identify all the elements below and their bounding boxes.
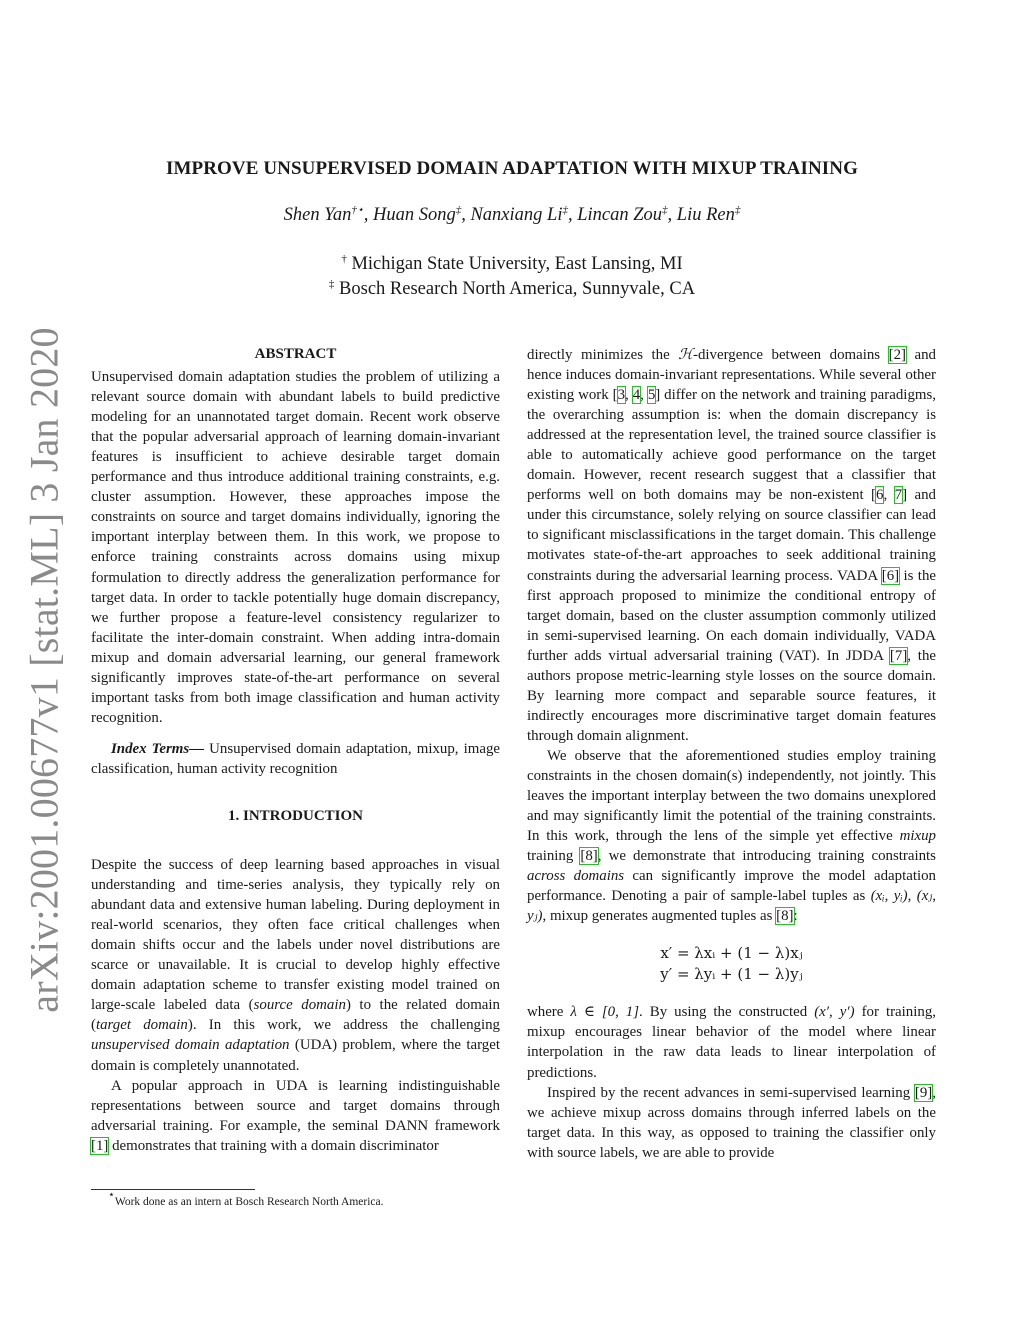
index-terms-label: Index Terms— [111, 740, 205, 757]
author-name: Nanxiang Li [470, 205, 563, 225]
citation-link[interactable]: [7] [889, 647, 908, 664]
intro-paragraph-2 [91, 1076, 500, 1156]
author-marks: ‡ [734, 204, 741, 216]
abstract-heading: ABSTRACT [254, 346, 337, 362]
text-run: directly minimizes the [527, 347, 679, 363]
citation-link[interactable]: 6 [876, 487, 884, 504]
arxiv-stamp-text: arXiv:2001.00677v1 [stat.ML] 3 Jan 2020 [21, 327, 67, 1013]
math-inline: λ ∈ [0, 1] [570, 1004, 640, 1021]
equation-line: y′ = λyᵢ + (1 − λ)yⱼ [660, 965, 803, 984]
citation-link[interactable]: 4 [632, 387, 641, 404]
index-terms [91, 739, 500, 779]
affiliation [0, 254, 1024, 275]
intro-paragraph-1 [91, 855, 500, 1076]
citation-link[interactable]: 7 [894, 487, 903, 504]
affiliation [0, 279, 1024, 300]
index-terms-text: Unsupervised domain adaptation, mixup, image classification, human activity recognition [91, 740, 500, 777]
text-run: and under this circumstance, solely relying on source classifier can lead to significant misclassifications in the target domain. This challenge motivates state-of-the-art approaches to seek additional training constraints during the adversarial learning process. VADA [527, 487, 937, 584]
footnote [108, 1189, 384, 1208]
right-column [527, 345, 936, 1163]
text-run: (UDA) problem, where the target domain is completely unannotated. [91, 1037, 500, 1074]
math-inline: (xᵢ, yᵢ) [870, 888, 908, 905]
author-name: Liu Ren [676, 205, 735, 225]
intro-heading: 1. INTRODUCTION [227, 807, 363, 824]
math-symbol: ℋ [678, 347, 693, 363]
text-run: ). In this work, we address the challenging [187, 1017, 500, 1034]
footnote-divider [91, 1189, 255, 1190]
equation-line: x′ = λxᵢ + (1 − λ)xⱼ [660, 944, 803, 963]
text-run: . By using the constructed [639, 1004, 815, 1021]
author-name: Shen Yan [283, 205, 352, 225]
left-column [91, 344, 500, 1156]
citation-link[interactable]: [8] [580, 848, 598, 865]
footnote-mark: ⋆ [108, 1189, 115, 1201]
author-name: Lincan Zou [577, 205, 663, 225]
text-run: training [527, 848, 581, 865]
right-paragraph-1: directly minimizes the ℋ-divergence between domains [2] and hence induces domain-invariant representations. While several other existing work [3, 4, 5] differ on the network and training paradigms, the overarching assumption is: when the domain discrepancy is addressed at the representation level, the trained source classifier is able to automatically achieve good performance on the target domain. However, recent research suggest that a classifier that performs well on both domains may be non-existent [6, 7] and under this circumstance, solely relying on source classifier can lead to significant misclassifications in the target domain. This challenge motivates state-of-the-art approaches to seek additional training constraints during the adversarial learning process. VADA [6] is the first approach proposed to minimize the conditional entropy of target domain, based on the cluster assumption commonly utilized in semi-supervised learning. On each domain individually, VADA further adds virtual adversarial training (VAT). In JDDA [7], the authors propose metric-learning style losses on the source domain. By learning more compact and separable source features, it indirectly encourages more discriminative target domain features through domain alignment. [527, 347, 937, 744]
affiliation-mark: † [341, 253, 347, 265]
affiliation-mark: ‡ [328, 278, 335, 290]
text-run: , we achieve mixup across domains through inferred labels on the target data. In this way, as opposed to training the classifier only with source labels, we are able to provide [527, 1084, 936, 1161]
right-paragraph-4 [527, 1083, 936, 1163]
text-run: differ on the network and training paradigms, the overarching assumption is: when the domain discrepancy is addressed at the representation level, the trained source classifier is able to automatically achieve good performance on the target domain. However, recent research suggest that a classifier that performs well on both domains may be non-existent [527, 387, 936, 504]
text-run: ) to the related domain ( [91, 997, 500, 1034]
text-run: and hence induces domain-invariant representations. While several other existing work [527, 347, 936, 404]
author-list: Shen Yan†⋆, Huan Song‡, Nanxiang Li‡, Lincan Zou‡, Liu Ren‡ [283, 204, 741, 225]
mixup-equation [527, 943, 936, 985]
text-run: demonstrates that training with a domain discriminator [108, 1137, 439, 1154]
text-run: , [907, 888, 917, 905]
arxiv-stamp [21, 327, 67, 1013]
text-run: Despite the success of deep learning based approaches in visual understanding and time-series analysis, they typically rely on abundant data and extensive human labeling. During deployment in real-world scenarios, they often face critical challenges when domain shifts occur and the labels under novel distributions are scarce or unavailable. It is crucial to develop highly effective domain adaptation scheme to transfer existing model trained on large-scale labeled data ( [91, 857, 500, 1014]
affiliation-text: Bosch Research North America, Sunnyvale, CA [339, 279, 696, 299]
paper-title: IMPROVE UNSUPERVISED DOMAIN ADAPTATION WITH MIXUP TRAINING [165, 158, 858, 179]
author-marks: ‡ [455, 204, 462, 216]
emphasis: across domains [527, 868, 625, 885]
citation-link[interactable]: 3 [617, 387, 626, 404]
author-marks: †⋆ [351, 204, 364, 216]
text-run: for training, mixup encourages linear behavior of the model where linear interpolation in the raw data leads to linear interpolation of predictions. [527, 1004, 936, 1081]
citation-link[interactable]: [1] [91, 1137, 109, 1154]
author-name: Huan Song [372, 205, 456, 225]
text-run: can significantly improve the model adaptation performance. Denoting a pair of sample-label tuples as [527, 868, 936, 905]
citation-link[interactable]: 5 [647, 387, 656, 404]
emphasis: mixup [899, 828, 936, 845]
footnote-text: Work done as an intern at Bosch Research North America. [114, 1196, 384, 1208]
citation-link[interactable]: [8] [776, 908, 794, 925]
math-inline: (xⱼ, yⱼ) [527, 888, 936, 925]
citation-link[interactable]: [9] [914, 1084, 933, 1101]
text-run: , the authors propose metric-learning style losses on the source domain. By learning more compact and separable source features, it indirectly encourages more discriminative target domain features through domain alignment. [527, 647, 936, 744]
text-run: -divergence between domains [692, 347, 889, 363]
text-run: , mixup generates augmented tuples as [542, 908, 777, 925]
text-run: : [793, 908, 798, 925]
emphasis: source domain [253, 997, 346, 1014]
abstract-text: Unsupervised domain adaptation studies the problem of utilizing a relevant source domain with abundant labels to build predictive modeling for an unannotated target domain. Recent work observe that the popular adversarial approach of learning domain-invariant features is insufficient to achieve desirable target domain performance and thus introduce additional training constraints, e.g. cluster assumption. However, these approaches impose the constraints on source and target domains individually, ignoring the important interplay between them. In this work, we propose to enforce training constraints across domains using mixup formulation to directly address the generalization performance for target data. In order to tackle potentially huge domain discrepancy, we further propose a feature-level consistency regularizer to facilitate the inter-domain constraint. When adding intra-domain mixup and domain adversarial learning, our general framework significantly improves state-of-the-art performance on several important tasks from both image classification and human activity recognition. [91, 369, 500, 726]
text-run: is the first approach proposed to minimize the conditional entropy of target domain, based on the cluster assumption commonly utilized in semi-supervised learning. On each domain individually, VADA further adds virtual adversarial training (VAT). In JDDA [527, 567, 936, 664]
text-run: where [527, 1004, 571, 1021]
citation-link[interactable]: [6] [881, 567, 900, 584]
text-run: We observe that the aforementioned studies employ training constraints in the chosen domain(s) independently, not jointly. This leaves the important interplay between the two domains unexplored and may significantly limit the potential of the training constraints. In this work, through the lens of the simple yet effective [527, 747, 936, 845]
text-run: A popular approach in UDA is learning indistinguishable representations between source and target domains through adversarial training. For example, the seminal DANN framework [91, 1077, 500, 1134]
emphasis: target domain [95, 1017, 188, 1034]
affiliation-text: Michigan State University, East Lansing, MI [351, 254, 683, 274]
right-paragraph-2 [527, 746, 936, 926]
text-run: Inspired by the recent advances in semi-supervised learning [547, 1084, 915, 1101]
math-inline: (x′, y′) [814, 1004, 855, 1021]
emphasis: unsupervised domain adaptation [91, 1037, 290, 1054]
author-marks: ‡ [662, 204, 668, 216]
text-run: , we demonstrate that introducing training constraints [597, 848, 936, 865]
right-paragraph-3 [527, 1002, 936, 1082]
author-marks: ‡ [562, 204, 568, 216]
citation-link[interactable]: [2] [888, 347, 906, 363]
